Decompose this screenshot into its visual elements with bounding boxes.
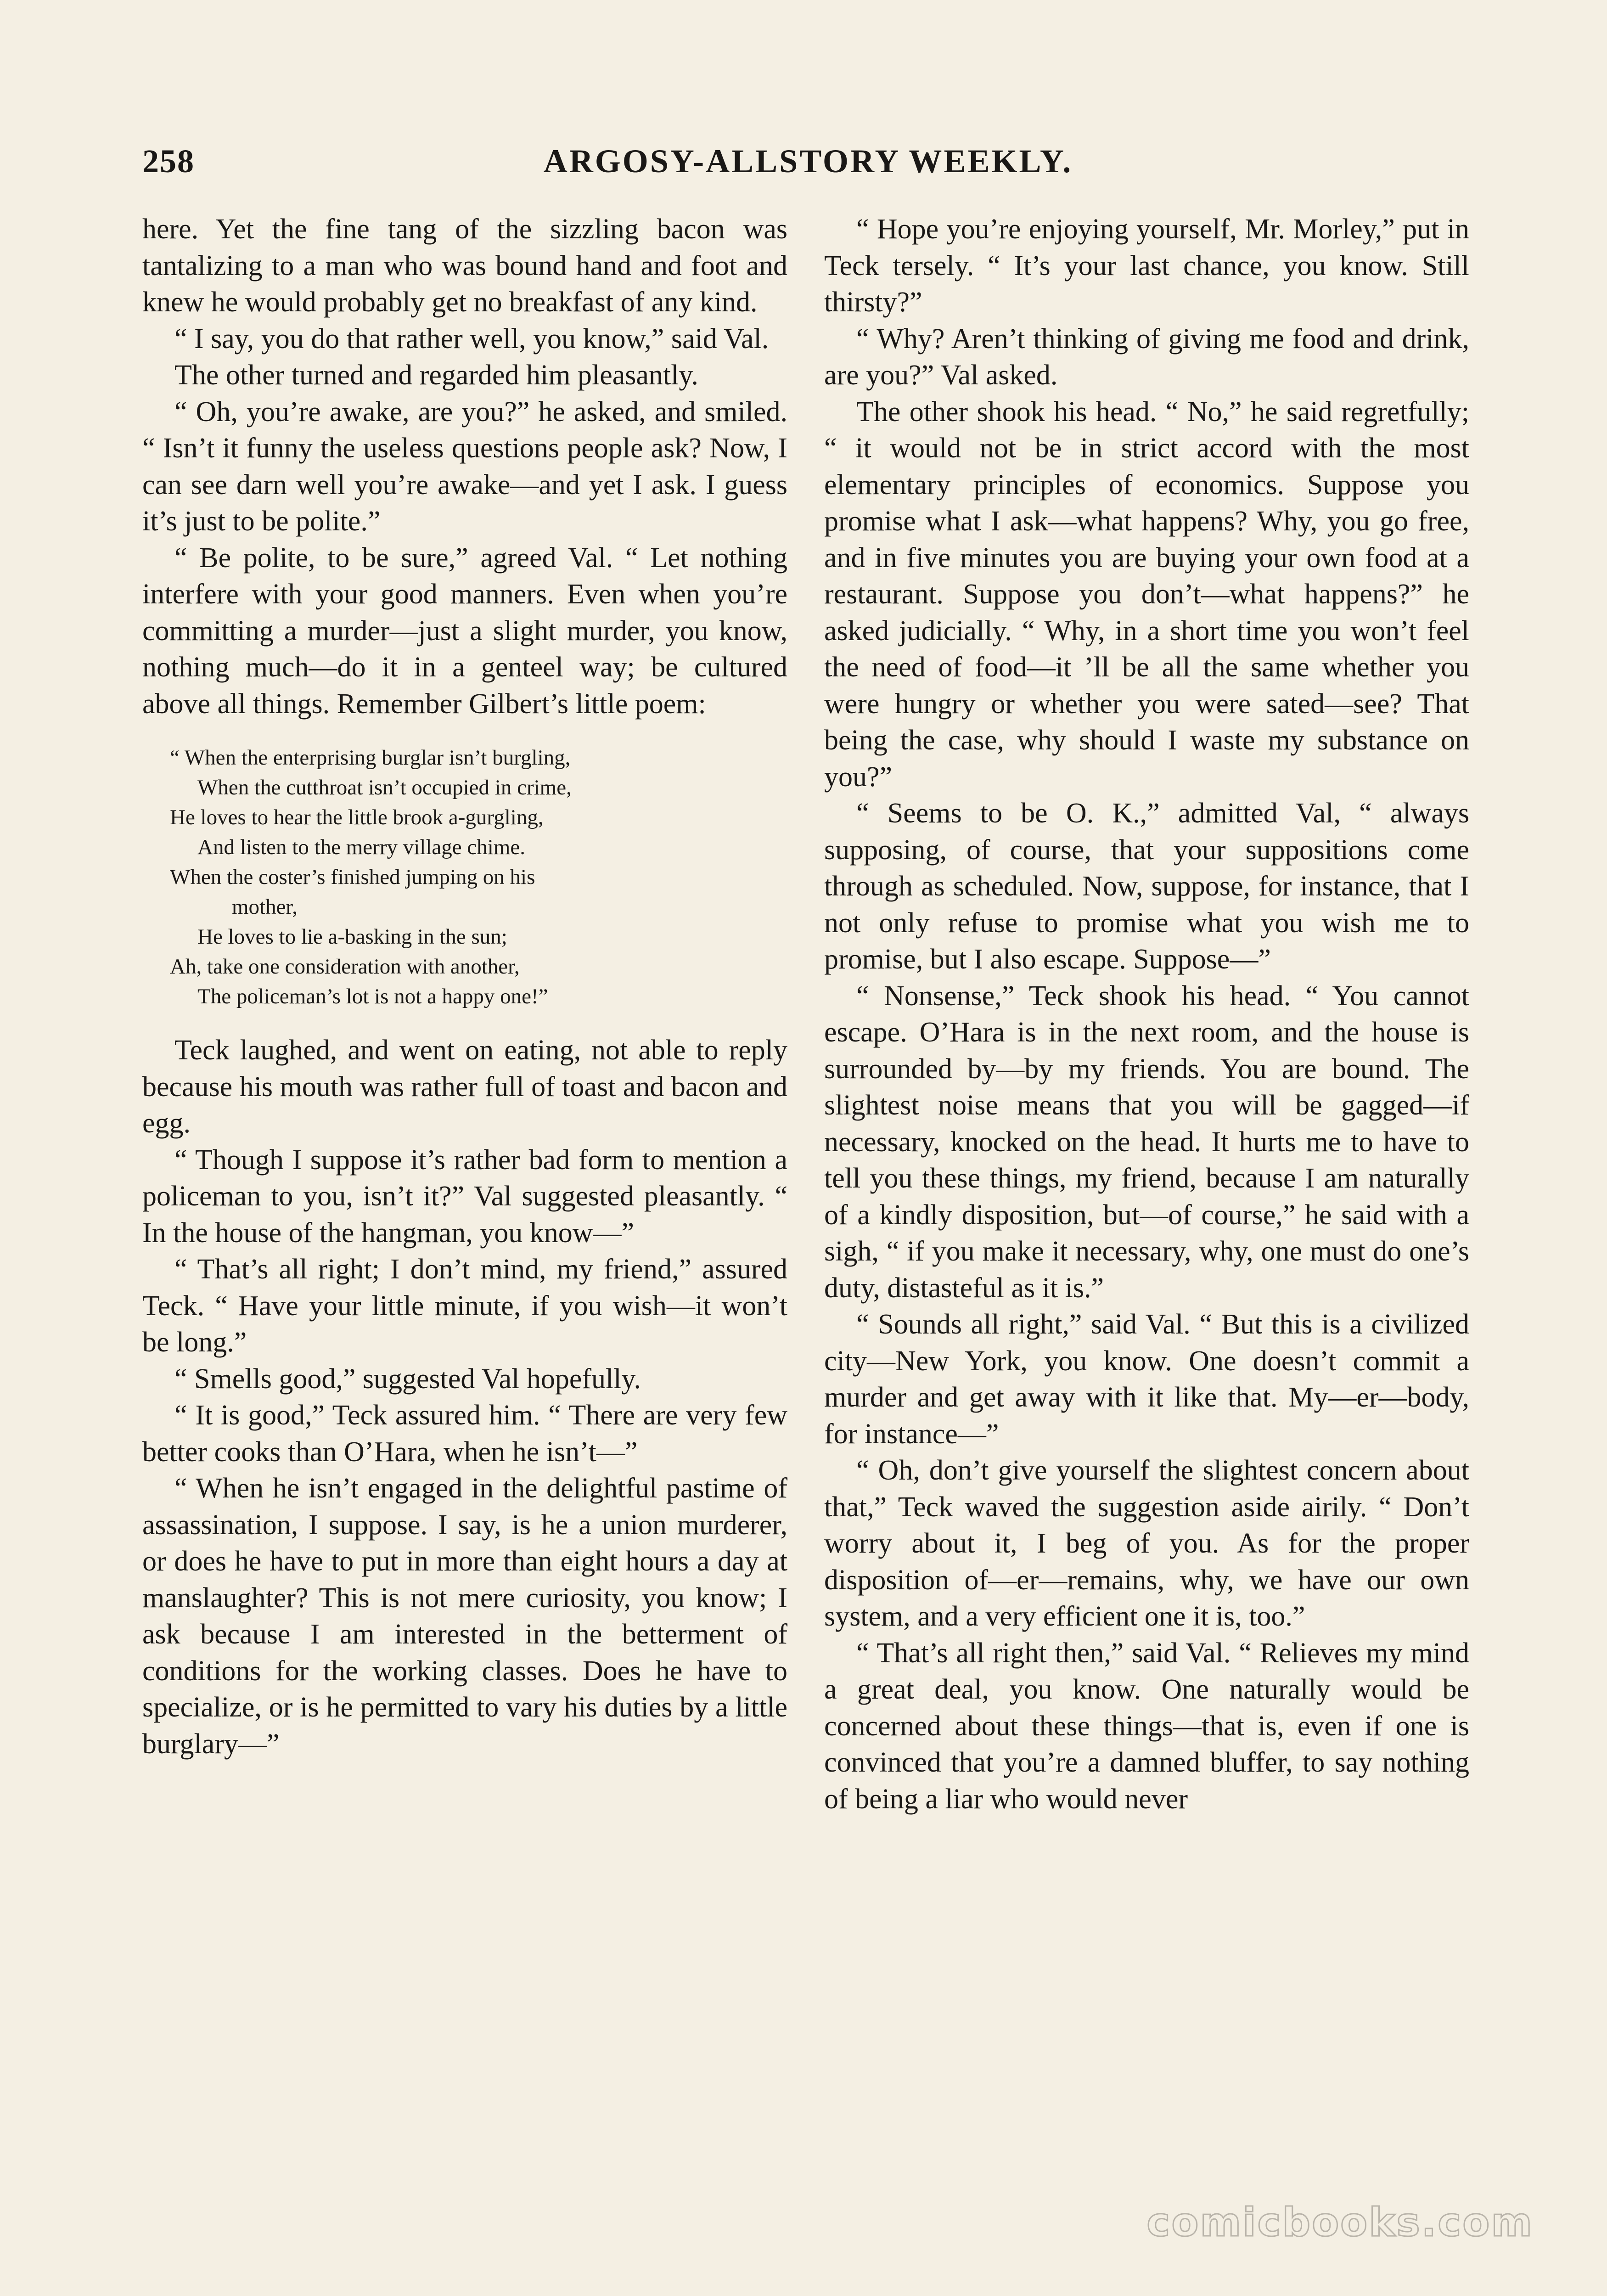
paragraph: “ Why? Aren’t thinking of giving me food and drink, are you?” Val asked. [824, 323, 1469, 391]
paragraph: “ Though I suppose it’s rather bad form to mention a policeman to you, isn’t it?” Val suggested pleasantly. “ In the house of the hangman, you know—” [142, 1144, 787, 1249]
poem-quote [142, 743, 787, 1012]
paragraph: here. Yet the fine tang of the sizzling bacon was tantalizing to a man who was bound hand and foot and knew he would probably get no breakfast of any kind. [142, 214, 787, 318]
paragraph: The other turned and regarded him pleasantly. [174, 360, 698, 391]
paragraph: “ Nonsense,” Teck shook his head. “ You cannot escape. O’Hara is in the next room, and the house is surrounded by—by my friends. You are bound. The slightest noise means that you will be gagged—if necessary, knocked on the head. It hurts me to have to tell you these things, my friend, because I am naturally of a kindly disposition, but—of course,” he said with a sigh, “ if you make it necessary, why, one must do one’s duty, distasteful as it is.” [824, 980, 1469, 1304]
poem-line: The policeman’s lot is not a happy one!” [197, 985, 548, 1008]
paragraph: “ Hope you’re enjoying yourself, Mr. Morley,” put in Teck tersely. “ It’s your last chance, you know. Still thirsty?” [824, 214, 1469, 318]
poem-line: And listen to the merry village chime. [197, 835, 525, 859]
left-column [142, 211, 787, 1762]
watermark-logo: comicbooks.com [1146, 2200, 1534, 2245]
paragraph: “ Seems to be O. K.,” admitted Val, “ always supposing, of course, that your suppositions come through as scheduled. Now, suppose, for instance, that I not only refuse to promise what you wish me to promise, but I also escape. Suppose—” [824, 798, 1469, 975]
poem-line: “ When the enterprising burglar isn’t burgling, [170, 746, 571, 770]
poem-line: He loves to hear the little brook a-gurgling, [170, 805, 544, 829]
paragraph: “ Smells good,” suggested Val hopefully. [174, 1363, 641, 1395]
poem-line: When the cutthroat isn’t occupied in crime, [197, 776, 572, 799]
poem-line: He loves to lie a-basking in the sun; [197, 925, 507, 949]
paragraph: “ It is good,” Teck assured him. “ There are very few better cooks than O’Hara, when he isn’t—” [142, 1400, 787, 1468]
paragraph: “ Oh, don’t give yourself the slightest concern about that,” Teck waved the suggestion aside airily. “ Don’t worry about it, I beg of you. As for the proper disposition of—er—remains, why, we have our own system, and a very efficient one it is, too.” [824, 1455, 1469, 1632]
poem-line: When the coster’s finished jumping on his [170, 865, 535, 889]
right-column [824, 211, 1469, 1818]
page-number: 258 [142, 143, 195, 180]
poem-line: mother, [232, 895, 298, 919]
paragraph: “ Sounds all right,” said Val. “ But this is a civilized city—New York, you know. One doesn’t commit a murder and get away with it like that. My—er—body, for instance—” [824, 1309, 1469, 1450]
page-header [138, 138, 1478, 193]
paragraph: The other shook his head. “ No,” he said regretfully; “ it would not be in strict accord with the most elementary principles of economics. Suppose you promise what I ask—what happens? Why, you go free, and in five minutes you are buying your own food at a restaurant. Suppose you don’t—what happens?” he asked judicially. “ Why, in a short time you won’t feel the need of food—it ’ll be all the same whether you were hungry or whether you were sated—see? That being the case, why should I waste my substance on you?” [824, 396, 1469, 793]
paragraph: “ When he isn’t engaged in the delightful pastime of assassination, I suppose. I say, is he a union murderer, or does he have to put in more than eight hours a day at manslaughter? This is not mere curiosity, you know; I ask because I am interested in the betterment of conditions for the working classes. Does he have to specialize, or is he permitted to vary his duties by a little burglary—” [142, 1473, 787, 1760]
poem-line: Ah, take one consideration with another, [170, 955, 520, 979]
paragraph: “ Be polite, to be sure,” agreed Val. “ Let nothing interfere with your good manners. Even when you’re committing a murder—just a slight murder, you know, nothing much—do it in a genteel way; be cultured above all things. Remember Gilbert’s little poem: [142, 542, 787, 720]
paragraph: “ I say, you do that rather well, you know,” said Val. [174, 323, 769, 355]
paragraph: “ That’s all right; I don’t mind, my friend,” assured Teck. “ Have your little minute, if you wish—it won’t be long.” [142, 1254, 787, 1358]
paragraph: “ That’s all right then,” said Val. “ Relieves my mind a great deal, you know. One naturally would be concerned about these things—that is, even if one is convinced that you’re a damned bluffer, to say nothing of being a liar who would never [824, 1637, 1469, 1815]
paragraph: Teck laughed, and went on eating, not able to reply because his mouth was rather full of toast and bacon and egg. [142, 1035, 787, 1139]
running-head: ARGOSY-ALLSTORY WEEKLY. [543, 143, 1073, 180]
paragraph: “ Oh, you’re awake, are you?” he asked, and smiled. “ Isn’t it funny the useless questions people ask? Now, I can see darn well you’re awake—and yet I ask. I guess it’s just to be polite.” [142, 396, 787, 537]
